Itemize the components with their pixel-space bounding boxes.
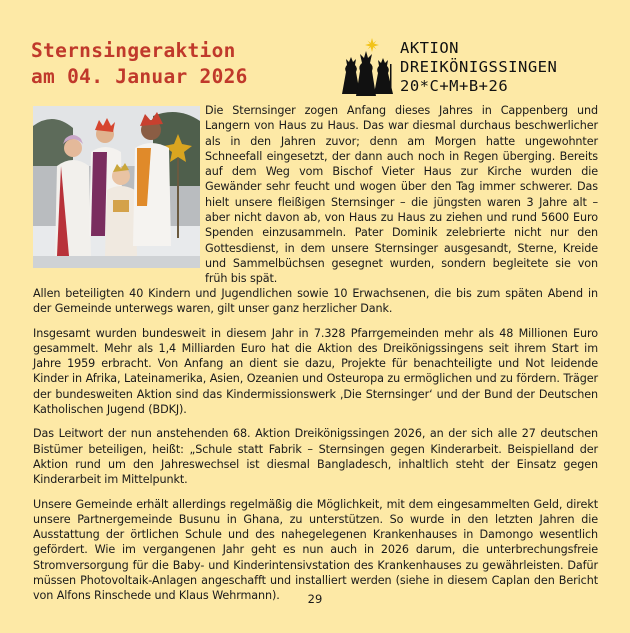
logo-text bbox=[400, 39, 557, 96]
carol-singers-photo bbox=[33, 106, 200, 268]
logo-line-3: 20*C+M+B+26 bbox=[400, 77, 509, 95]
star-icon bbox=[365, 38, 379, 52]
title-line-2: am 04. Januar 2026 bbox=[31, 65, 248, 88]
paragraph-national-results: Insgesamt wurden bundesweit in diesem Jahr in 7.328 Pfarrgemeinden mehr als 48 Millionen Euro gesammelt. Mehr als 1,4 Milliarden Euro hat die Aktion des Dreikönigssingens seit ihrem Start im Jahre 1959 erbracht. Von Anfang an dient sie dazu, Projekte für benachteiligte und Not leidende Kinder in Afrika, Lateinamerika, Asien, Ozeanien und Osteuropa zu ermöglichen und zu fördern. Träger der bundesweiten Aktion sind das Kindermissionswerk ‚Die Sternsinger‘ und der Bund der Deutschen Katholischen Jugend (BDKJ). bbox=[33, 326, 598, 417]
logo-line-2: DREIKÖNIGSSINGEN bbox=[400, 58, 558, 76]
title-line-1: Sternsingeraktion bbox=[31, 39, 236, 62]
three-kings-silhouette-icon bbox=[338, 38, 398, 100]
paragraph-motto-2026: Das Leitwort der nun anstehenden 68. Aktion Dreikönigssingen 2026, an der sich alle 27 deutschen Bistümer beteiligen, heißt: „Schule statt Fabrik – Sternsingen gegen Kinderarbeit. Beispielland der Aktion rund um den Jahreswechsel ist diesmal Bangladesch, inhaltlich steht der Einsatz gegen Kinderarbeit im Mittelpunkt. bbox=[33, 427, 598, 487]
paragraph-partner-parish: Unsere Gemeinde erhält allerdings regelmäßig die Möglichkeit, mit dem eingesammelten Geld, direkt unsere Partnergemeinde Busunu in Ghana, zu unterstützen. So wurde in den letzten Jahren die Ausstattung der örtlichen Schule und des nahegelegenen Krankenhauses in Damongo wesentlich gefördert. Wie im vergangenen Jahr geht es nun auch in 2026 darum, die unterbrechungsfreie Stromversorgung für die Baby- und Kinderintensivstation des Krankenhauses zu gewährleisten. Dafür müssen Photovoltaik-Anlagen angeschafft und installiert werden (siehe in diesem Caplan den Bericht von Alfons Rinschede und Klaus Wehrmann). bbox=[33, 497, 598, 603]
page-title bbox=[31, 38, 248, 90]
paragraph-thanks: Allen beteiligten 40 Kindern und Jugendlichen sowie 10 Erwachsenen, die bis zum späten Abend in der Gemeinde unterwegs waren, gilt unser ganz herzlicher Dank. bbox=[33, 287, 598, 316]
intro-paragraph bbox=[205, 103, 598, 287]
page-number: 29 bbox=[307, 592, 323, 606]
aktion-dreikoenigssingen-logo bbox=[338, 38, 588, 100]
logo-line-1: AKTION bbox=[400, 39, 459, 57]
article-body bbox=[33, 286, 598, 613]
intro-text: Die Sternsinger zogen Anfang dieses Jahres in Cappenberg und Langern von Haus zu Haus. Das war diesmal durchaus beschwerlicher als in den Jahren zuvor; denn am Morgen hatte ungewohnter Schneefall eingesetzt, der dann auch noch in Regen überging. Bereits auf dem Weg vom Bischof Vieter Haus zur Kirche wurden die Gewänder sehr feucht und wogen über den Tag immer schwerer. Das hielt unsere fleißigen Sternsinger – die jüngsten waren 3 Jahre alt – aber nicht davon ab, von Haus zu Haus zu ziehen und rund 5600 Euro Spenden einzusammeln. Pater Dominik zelebrierte nicht nur den Gottesdienst, in dem unsere Sternsinger ausgesandt, Sterne, Kreide und Sammelbüchsen gesegnet wurden, sondern begleitete sie von früh bis spät. bbox=[205, 104, 598, 286]
